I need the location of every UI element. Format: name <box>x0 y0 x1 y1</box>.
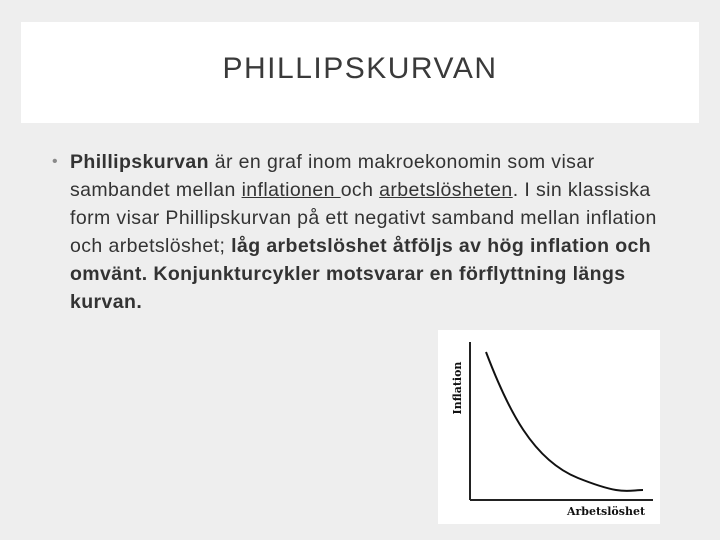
term-phillipskurvan: Phillipskurvan <box>70 151 209 173</box>
body-text-2: och <box>340 179 380 201</box>
body-text-1: är en graf inom makroekonomin som visar sambandet mellan <box>70 151 595 201</box>
y-axis-label: Inflation <box>451 361 464 415</box>
title-box <box>21 22 699 123</box>
link-inflationen[interactable]: inflationen <box>241 179 341 201</box>
body-text-bold-conclusion: låg arbetslöshet åtföljs av hög inflation och omvänt. Konjunkturcykler motsvarar en förflyttning längs kurvan. <box>70 235 652 313</box>
phillips-curve-svg <box>438 330 660 524</box>
bullet-marker: • <box>52 153 59 170</box>
link-arbetslosheten[interactable]: arbetslösheten <box>379 179 513 201</box>
phillips-curve-figure <box>438 330 660 524</box>
phillips-curve-line <box>486 352 643 491</box>
x-axis-label: Arbetslöshet <box>566 505 646 518</box>
slide-title: PHILLIPSKURVAN <box>222 52 498 85</box>
slide-body <box>52 148 680 316</box>
body-text-3: . I sin klassiska form visar Phillipskurvan på ett negativt samband mellan inflation och arbetslöshet; <box>70 179 657 257</box>
